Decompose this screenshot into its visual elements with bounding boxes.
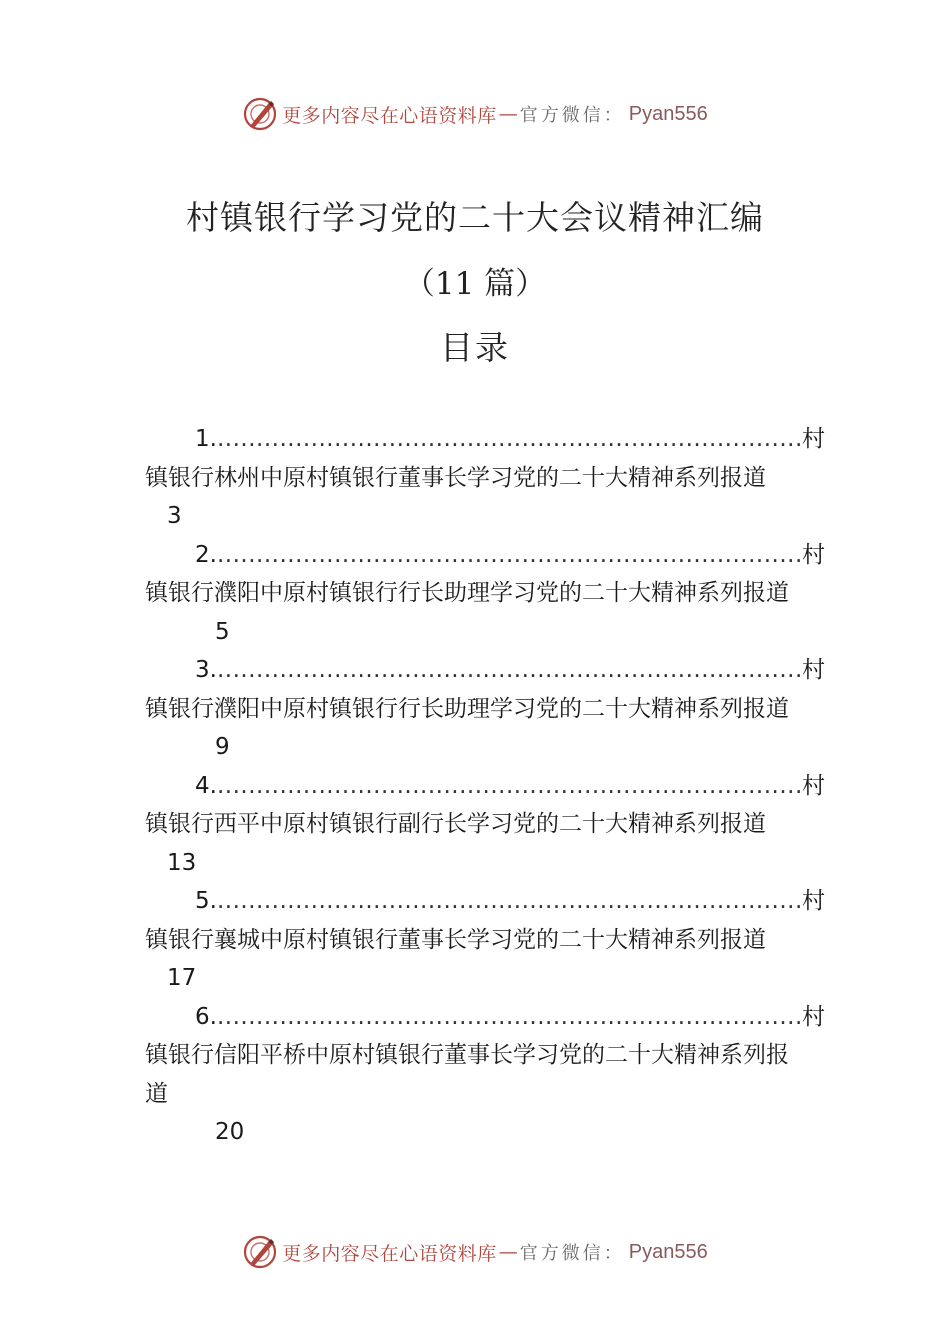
- table-of-contents: [145, 420, 825, 1152]
- toc-entry-number: 4.: [195, 772, 217, 799]
- watermark-wechat-id: Pyan556: [628, 1240, 708, 1263]
- watermark-site-text: 更多内容尽在心语资料库: [282, 104, 497, 127]
- toc-entry-4[interactable]: [145, 767, 825, 883]
- toc-entry-first-char: 村: [802, 1003, 825, 1030]
- toc-entry-page: 20: [215, 1119, 245, 1145]
- toc-entry-6[interactable]: [145, 998, 825, 1152]
- toc-entry-number: 1.: [195, 426, 217, 452]
- toc-leader-dots: [217, 882, 802, 921]
- watermark-banner-top: [0, 92, 950, 136]
- toc-leader-dots: [217, 767, 802, 806]
- toc-entry-5[interactable]: [145, 882, 825, 998]
- toc-leader-dots: [217, 651, 802, 690]
- document-subtitle: （11 篇）: [403, 266, 547, 302]
- toc-entry-2[interactable]: [145, 536, 825, 652]
- toc-entry-page: 13: [167, 849, 197, 876]
- toc-entry-title: 镇银行林州中原村镇银行董事长学习党的二十大精神系列报道3: [145, 464, 766, 529]
- pen-circle-logo-icon: [242, 96, 278, 132]
- toc-entry-number: 3.: [195, 657, 217, 683]
- watermark-banner-bottom: [0, 1230, 950, 1274]
- toc-leader-dots: [217, 998, 802, 1037]
- toc-entry-title: 镇银行濮阳中原村镇银行行长助理学习党的二十大精神系列报道: [145, 695, 789, 722]
- toc-leader-dots: [217, 420, 802, 459]
- toc-entry-number: 5.: [195, 888, 217, 914]
- document-title: 村镇银行学习党的二十大会议精神汇编: [186, 198, 764, 237]
- pen-circle-logo-icon: [242, 1234, 278, 1270]
- watermark-separator: —: [498, 103, 518, 125]
- toc-entry-1[interactable]: [145, 420, 825, 536]
- toc-entry-number: 2.: [195, 541, 217, 568]
- toc-entry-first-char: 村: [802, 772, 825, 799]
- toc-entry-page: 5: [215, 618, 230, 645]
- toc-entry-page: 9: [215, 734, 230, 760]
- watermark-separator: —: [498, 1241, 518, 1263]
- toc-entry-page: 17: [167, 965, 197, 991]
- watermark-wechat-id: Pyan556: [628, 102, 708, 125]
- toc-entry-first-char: 村: [802, 888, 825, 914]
- toc-entry-3[interactable]: [145, 651, 825, 767]
- toc-entry-page: 3: [167, 503, 182, 529]
- toc-entry-first-char: 村: [802, 541, 825, 568]
- toc-entry-first-char: 村: [802, 657, 825, 683]
- toc-entry-first-char: 村: [802, 426, 825, 452]
- watermark-site-text: 更多内容尽在心语资料库: [282, 1242, 497, 1265]
- toc-entry-title: 镇银行濮阳中原村镇银行行长助理学习党的二十大精神系列报道: [145, 580, 789, 606]
- toc-entry-title: 镇银行襄城中原村镇银行董事长学习党的二十大精神系列报道17: [145, 926, 766, 991]
- watermark-label: 官方微信：: [519, 1243, 625, 1264]
- toc-heading: 目录: [440, 328, 510, 367]
- toc-entry-title: 镇银行信阳平桥中原村镇银行董事长学习党的二十大精神系列报道: [145, 1042, 789, 1107]
- toc-entry-title: 镇银行西平中原村镇银行副行长学习党的二十大精神系列报道13: [145, 811, 766, 876]
- toc-entry-number: 6.: [195, 1003, 217, 1030]
- watermark-label: 官方微信：: [519, 105, 625, 126]
- toc-leader-dots: [217, 536, 802, 575]
